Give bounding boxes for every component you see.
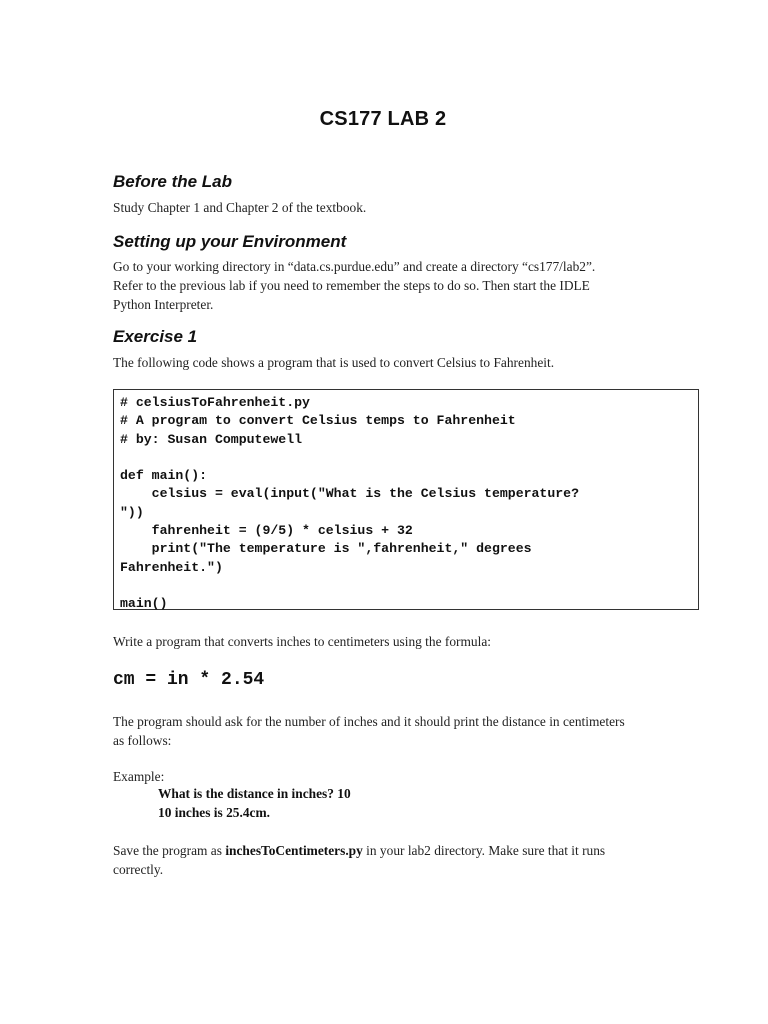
example-line-2: 10 inches is 25.4cm. (158, 805, 270, 820)
setup-line-3: Python Interpreter. (113, 297, 214, 312)
code-line: main() (120, 596, 168, 612)
formula: cm = in * 2.54 (113, 670, 265, 690)
code-line: celsius = eval(input("What is the Celsius temperature? (120, 486, 579, 502)
code-line: # celsiusToFahrenheit.py (120, 395, 310, 410)
heading-before-the-lab: Before the Lab (113, 172, 233, 191)
exercise-intro (113, 353, 673, 372)
before-lab-text (113, 198, 673, 217)
save-instructions (113, 841, 673, 879)
code-line: # by: Susan Computewell (120, 431, 303, 447)
page-title: CS177 LAB 2 (319, 108, 447, 130)
setup-line-1: Go to your working directory in “data.cs.purdue.edu” and create a directory “cs177/lab2”. (113, 259, 596, 274)
code-line: ")) (120, 504, 144, 520)
task-text (113, 632, 673, 651)
code-line: Fahrenheit.") (120, 559, 223, 575)
ask-text (113, 712, 673, 750)
ask-line-2: as follows: (113, 733, 172, 748)
exercise-intro-line: The following code shows a program that is used to convert Celsius to Fahrenheit. (113, 355, 555, 370)
example-label (113, 767, 673, 786)
code-line: # A program to convert Celsius temps to Fahrenheit (120, 413, 516, 429)
code-line: print("The temperature is ",fahrenheit," degrees (120, 541, 532, 557)
code-line: def main(): (120, 468, 208, 484)
setup-line-2: Refer to the previous lab if you need to remember the steps to do so. Then start the IDLE (113, 278, 590, 293)
example-label-text: Example: (113, 769, 165, 784)
save-line-1 (113, 841, 673, 860)
save-filename: inchesToCentimeters.py (225, 843, 363, 858)
save-line-2: correctly. (113, 862, 164, 877)
before-lab-line: Study Chapter 1 and Chapter 2 of the textbook. (113, 200, 367, 215)
heading-exercise-1: Exercise 1 (113, 327, 198, 346)
ask-line-1: The program should ask for the number of inches and it should print the distance in centimeters (113, 714, 625, 729)
save-suffix: in your lab2 directory. Make sure that it runs (362, 843, 606, 858)
code-line: fahrenheit = (9/5) * celsius + 32 (120, 523, 413, 539)
task-line: Write a program that converts inches to centimeters using the formula: (113, 634, 491, 649)
code-listing (113, 389, 699, 610)
code-line (120, 577, 692, 595)
setup-text (113, 257, 673, 314)
example-line-1: What is the distance in inches? 10 (158, 786, 351, 801)
save-prefix: Save the program as (113, 843, 226, 858)
code-line (120, 449, 692, 467)
heading-setting-up-environment: Setting up your Environment (113, 232, 347, 251)
